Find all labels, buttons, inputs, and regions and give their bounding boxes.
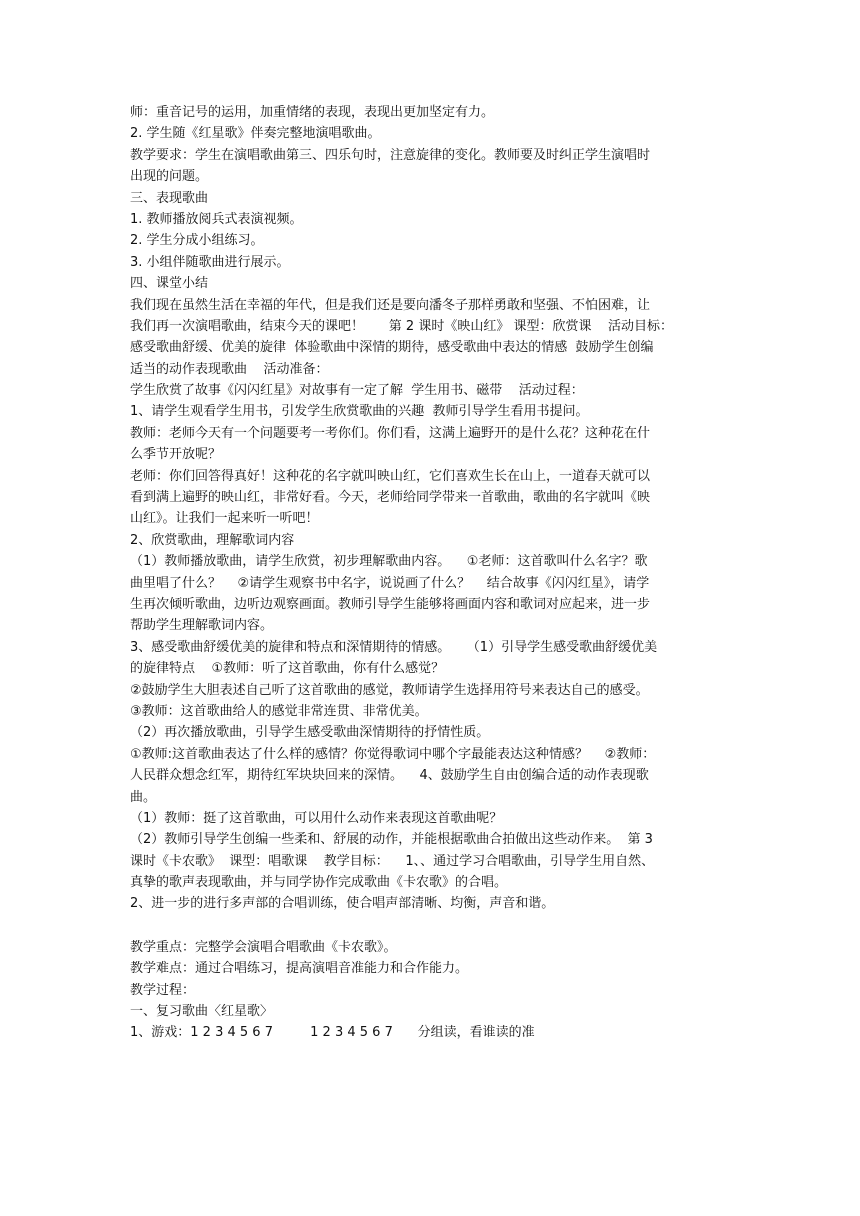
text-line: 3、感受歌曲舒缓优美的旋律和特点和深情期待的情感。 （1）引导学生感受歌曲舒缓优美 [130,639,658,655]
text-line: ③教师：这首歌曲给人的感觉非常连贯、非常优美。 [130,703,428,719]
text-line: ②鼓励学生大胆表述自己听了这首歌曲的感觉，教师请学生选择用符号来表达自己的感受。 [130,682,649,698]
text-line: 曲里唱了什么？ ②请学生观察书中名字，说说画了什么？ 结合故事《闪闪红星》，请学 [130,575,650,591]
text-line: （2）教师引导学生创编一些柔和、舒展的动作，并能根据歌曲合拍做出这些动作来。 第 3 [130,832,653,848]
text-line: 曲。 [130,789,157,805]
text-line: 老师：你们回答得真好！这种花的名字就叫映山红，它们喜欢生长在山上，一道春天就可以 [130,468,651,484]
text-line: 1. 教师播放阅兵式表演视频。 [130,211,303,227]
text-line: 教学难点：通过合唱练习，提高演唱音准能力和合作能力。 [130,961,469,977]
text-line: （2）再次播放歌曲，引导学生感受歌曲深情期待的抒情性质。 [130,725,490,741]
text-line: 2、欣赏歌曲，理解歌词内容 [130,532,295,548]
text-line: （1）教师播放歌曲，请学生欣赏，初步理解歌曲内容。 ①老师：这首歌叫什么名字？歌 [130,554,648,570]
text-line: 适当的动作表现歌曲 活动准备： [130,361,329,377]
text-line: 课时《卡农歌》 课型：唱歌课 教学目标： 1、、通过学习合唱歌曲，引导学生用自然、 [130,853,655,869]
text-line: 三、表现歌曲 [130,190,209,206]
text-line: 3. 小组伴随歌曲进行展示。 [130,254,290,270]
text-line [130,915,734,937]
text-line: 么季节开放呢？ [130,447,222,463]
text-line: 生再次倾听歌曲，边听边观察画面。教师引导学生能够将画面内容和歌词对应起来，进一步 [130,596,651,612]
text-line: 我们现在虽然生活在幸福的年代，但是我们还是要向潘冬子那样勇敢和坚强、不怕困难，让 [130,297,651,313]
text-line: 学生欣赏了故事《闪闪红星》对故事有一定了解 学生用书、磁带 活动过程： [130,383,584,399]
text-line: 教学要求：学生在演唱歌曲第三、四乐句时，注意旋律的变化。教师要及时纠正学生演唱时 [130,147,651,163]
text-line: 2. 学生分成小组练习。 [130,233,264,249]
text-line: 真挚的歌声表现歌曲，并与同学协作完成歌曲《卡农歌》的合唱。 [130,875,508,891]
document-body [130,102,734,1044]
text-line: 2、进一步的进行多声部的合唱训练，使合唱声部清晰、均衡，声音和谐。 [130,896,555,912]
text-line: 出现的问题。 [130,169,209,185]
text-line: 人民群众想念红军，期待红军块块回来的深情。 4、鼓励学生自由创编合适的动作表现歌 [130,768,649,784]
text-line: 师：重音记号的运用，加重情绪的表现，表现出更加坚定有力。 [130,105,495,120]
text-line: 教学重点：完整学会演唱合唱歌曲《卡农歌》。 [130,939,397,955]
text-line: 一、复习歌曲〈红星歌〉 [130,1004,274,1020]
text-line: 教师：老师今天有一个问题要考一考你们。你们看，这满上遍野开的是什么花？这种花在什 [130,425,651,441]
text-line: 2. 学生随《红星歌》伴奏完整地演唱歌曲。 [130,126,381,142]
text-line: 我们再一次演唱歌曲，结束今天的课吧！ 第 2 课时《映山红》 课型：欣赏课 活动目标： [130,318,673,334]
text-line: 的旋律特点 ①教师：听了这首歌曲，你有什么感觉？ [130,661,445,677]
text-line: 四、课堂小结 [130,276,209,292]
text-line: ①教师:这首歌曲表达了什么样的感情？你觉得歌词中哪个字最能表达这种情感？ ②教师： [130,746,656,762]
text-line: 1、游戏：1 2 3 4 5 6 7 1 2 3 4 5 6 7 分组读，看谁读的准 [130,1025,535,1041]
text-line: 帮助学生理解歌词内容。 [130,618,274,634]
text-line: （1）教师：挺了这首歌曲，可以用什么动作来表现这首歌曲呢？ [130,810,503,826]
text-line: 山红》。让我们一起来听一听吧！ [130,511,319,527]
text-line: 1、请学生观看学生用书，引发学生欣赏歌曲的兴趣 教师引导学生看用书提问。 [130,404,589,420]
text-line: 教学过程： [130,982,196,998]
text-line: 看到满上遍野的映山红，非常好看。今天，老师给同学带来一首歌曲，歌曲的名字就叫《映 [130,490,651,506]
text-line: 感受歌曲舒缓、优美的旋律 体验歌曲中深情的期待，感受歌曲中表达的情感 鼓励学生创编 [130,340,654,356]
